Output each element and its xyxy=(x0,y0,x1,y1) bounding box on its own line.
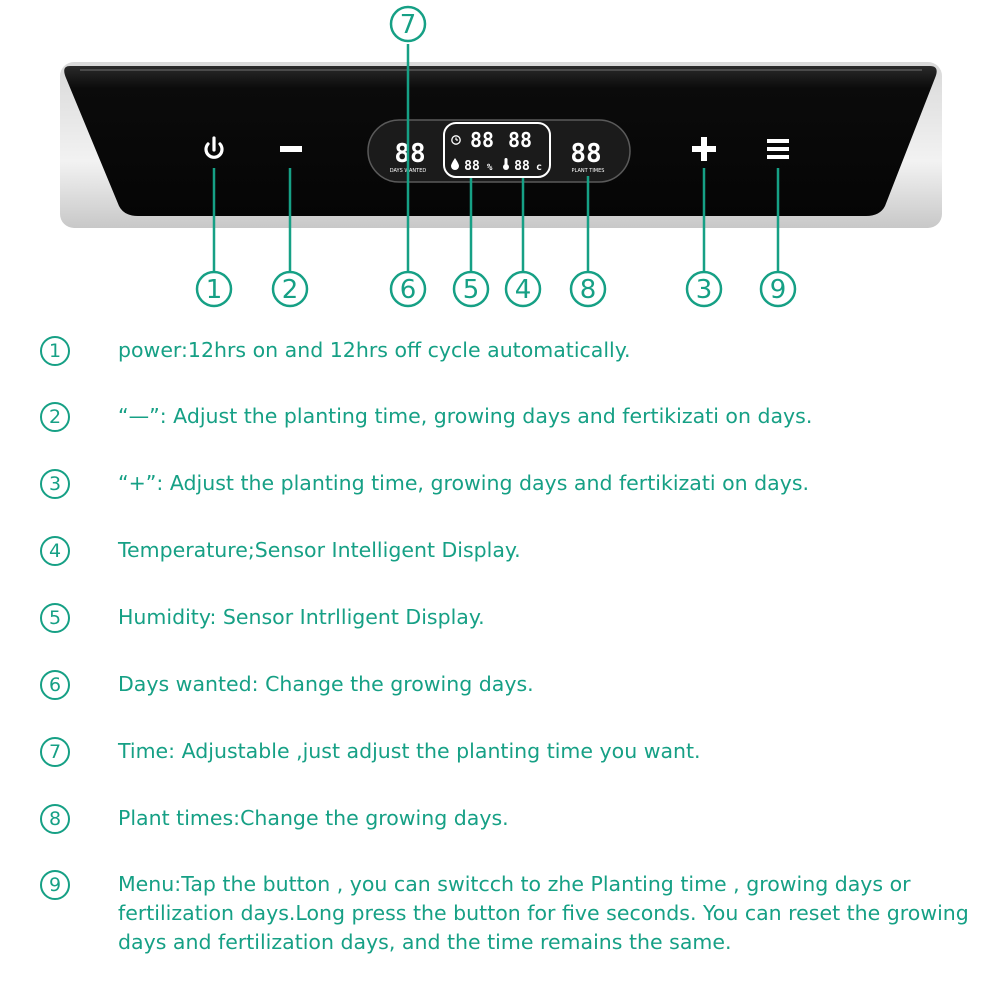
callout-5 xyxy=(454,272,488,306)
callout-9 xyxy=(761,272,795,306)
days-wanted-digits: 88 xyxy=(394,139,426,169)
legend-description: Time: Adjustable ,just adjust the planting time you want. xyxy=(118,739,701,763)
callout-2 xyxy=(273,272,307,306)
clock-minutes-digits: 88 xyxy=(507,128,533,152)
legend-number-badge: 6 xyxy=(40,670,70,700)
callout-6 xyxy=(391,272,425,306)
legend-list xyxy=(0,320,1000,1000)
svg-text:7: 7 xyxy=(399,10,417,40)
legend-description: “—”: Adjust the planting time, growing days and fertikizati on days. xyxy=(118,404,813,428)
legend-description: Plant times:Change the growing days. xyxy=(118,806,509,830)
humidity-unit: % xyxy=(487,163,493,173)
humidity-digits: 88 xyxy=(464,159,480,174)
temperature-digits: 88 xyxy=(514,159,530,174)
plant-times-digits: 88 xyxy=(570,139,602,169)
legend-description: Days wanted: Change the growing days. xyxy=(118,672,534,696)
svg-text:3: 3 xyxy=(695,275,713,305)
legend-description: Temperature;Sensor Intelligent Display. xyxy=(118,538,521,562)
callout-7 xyxy=(391,7,425,41)
legend-number-badge: 2 xyxy=(40,402,70,432)
svg-text:5: 5 xyxy=(462,275,480,305)
callout-8 xyxy=(571,272,605,306)
clock-hours-digits: 88 xyxy=(469,128,495,152)
device-diagram xyxy=(0,0,1000,320)
legend-number-badge: 7 xyxy=(40,737,70,767)
legend-description: Humidity: Sensor Intrlligent Display. xyxy=(118,605,485,629)
svg-text:4: 4 xyxy=(514,275,532,305)
legend-description: Menu:Tap the button , you can switcch to zhe Planting time , growing days or fertilization days.Long press the button for five seconds. You can reset the growing days and fertilization days, and the time remains the same. xyxy=(118,872,976,954)
legend-number-badge: 5 xyxy=(40,603,70,633)
minus-button[interactable] xyxy=(280,146,302,152)
temperature-unit: c xyxy=(536,162,543,173)
menu-button[interactable] xyxy=(767,139,789,159)
legend-number-badge: 1 xyxy=(40,336,70,366)
legend-number-badge: 3 xyxy=(40,469,70,499)
callout-1 xyxy=(197,272,231,306)
legend-number-badge: 4 xyxy=(40,536,70,566)
days-wanted-label: DAYS WANTED xyxy=(389,168,427,174)
legend-number-badge: 8 xyxy=(40,804,70,834)
plant-times-label: PLANT TIMES xyxy=(571,168,605,174)
legend-description: power:12hrs on and 12hrs off cycle automatically. xyxy=(118,338,631,362)
svg-text:8: 8 xyxy=(579,275,597,305)
legend-description: “+”: Adjust the planting time, growing days and fertikizati on days. xyxy=(118,471,810,495)
svg-text:1: 1 xyxy=(205,275,223,305)
callout-3 xyxy=(687,272,721,306)
svg-text:6: 6 xyxy=(399,275,417,305)
callout-4 xyxy=(506,272,540,306)
minus-icon xyxy=(280,146,302,152)
legend-number-badge: 9 xyxy=(40,870,70,900)
menu-icon xyxy=(767,139,789,159)
svg-text:2: 2 xyxy=(281,275,299,305)
svg-text:9: 9 xyxy=(769,275,787,305)
